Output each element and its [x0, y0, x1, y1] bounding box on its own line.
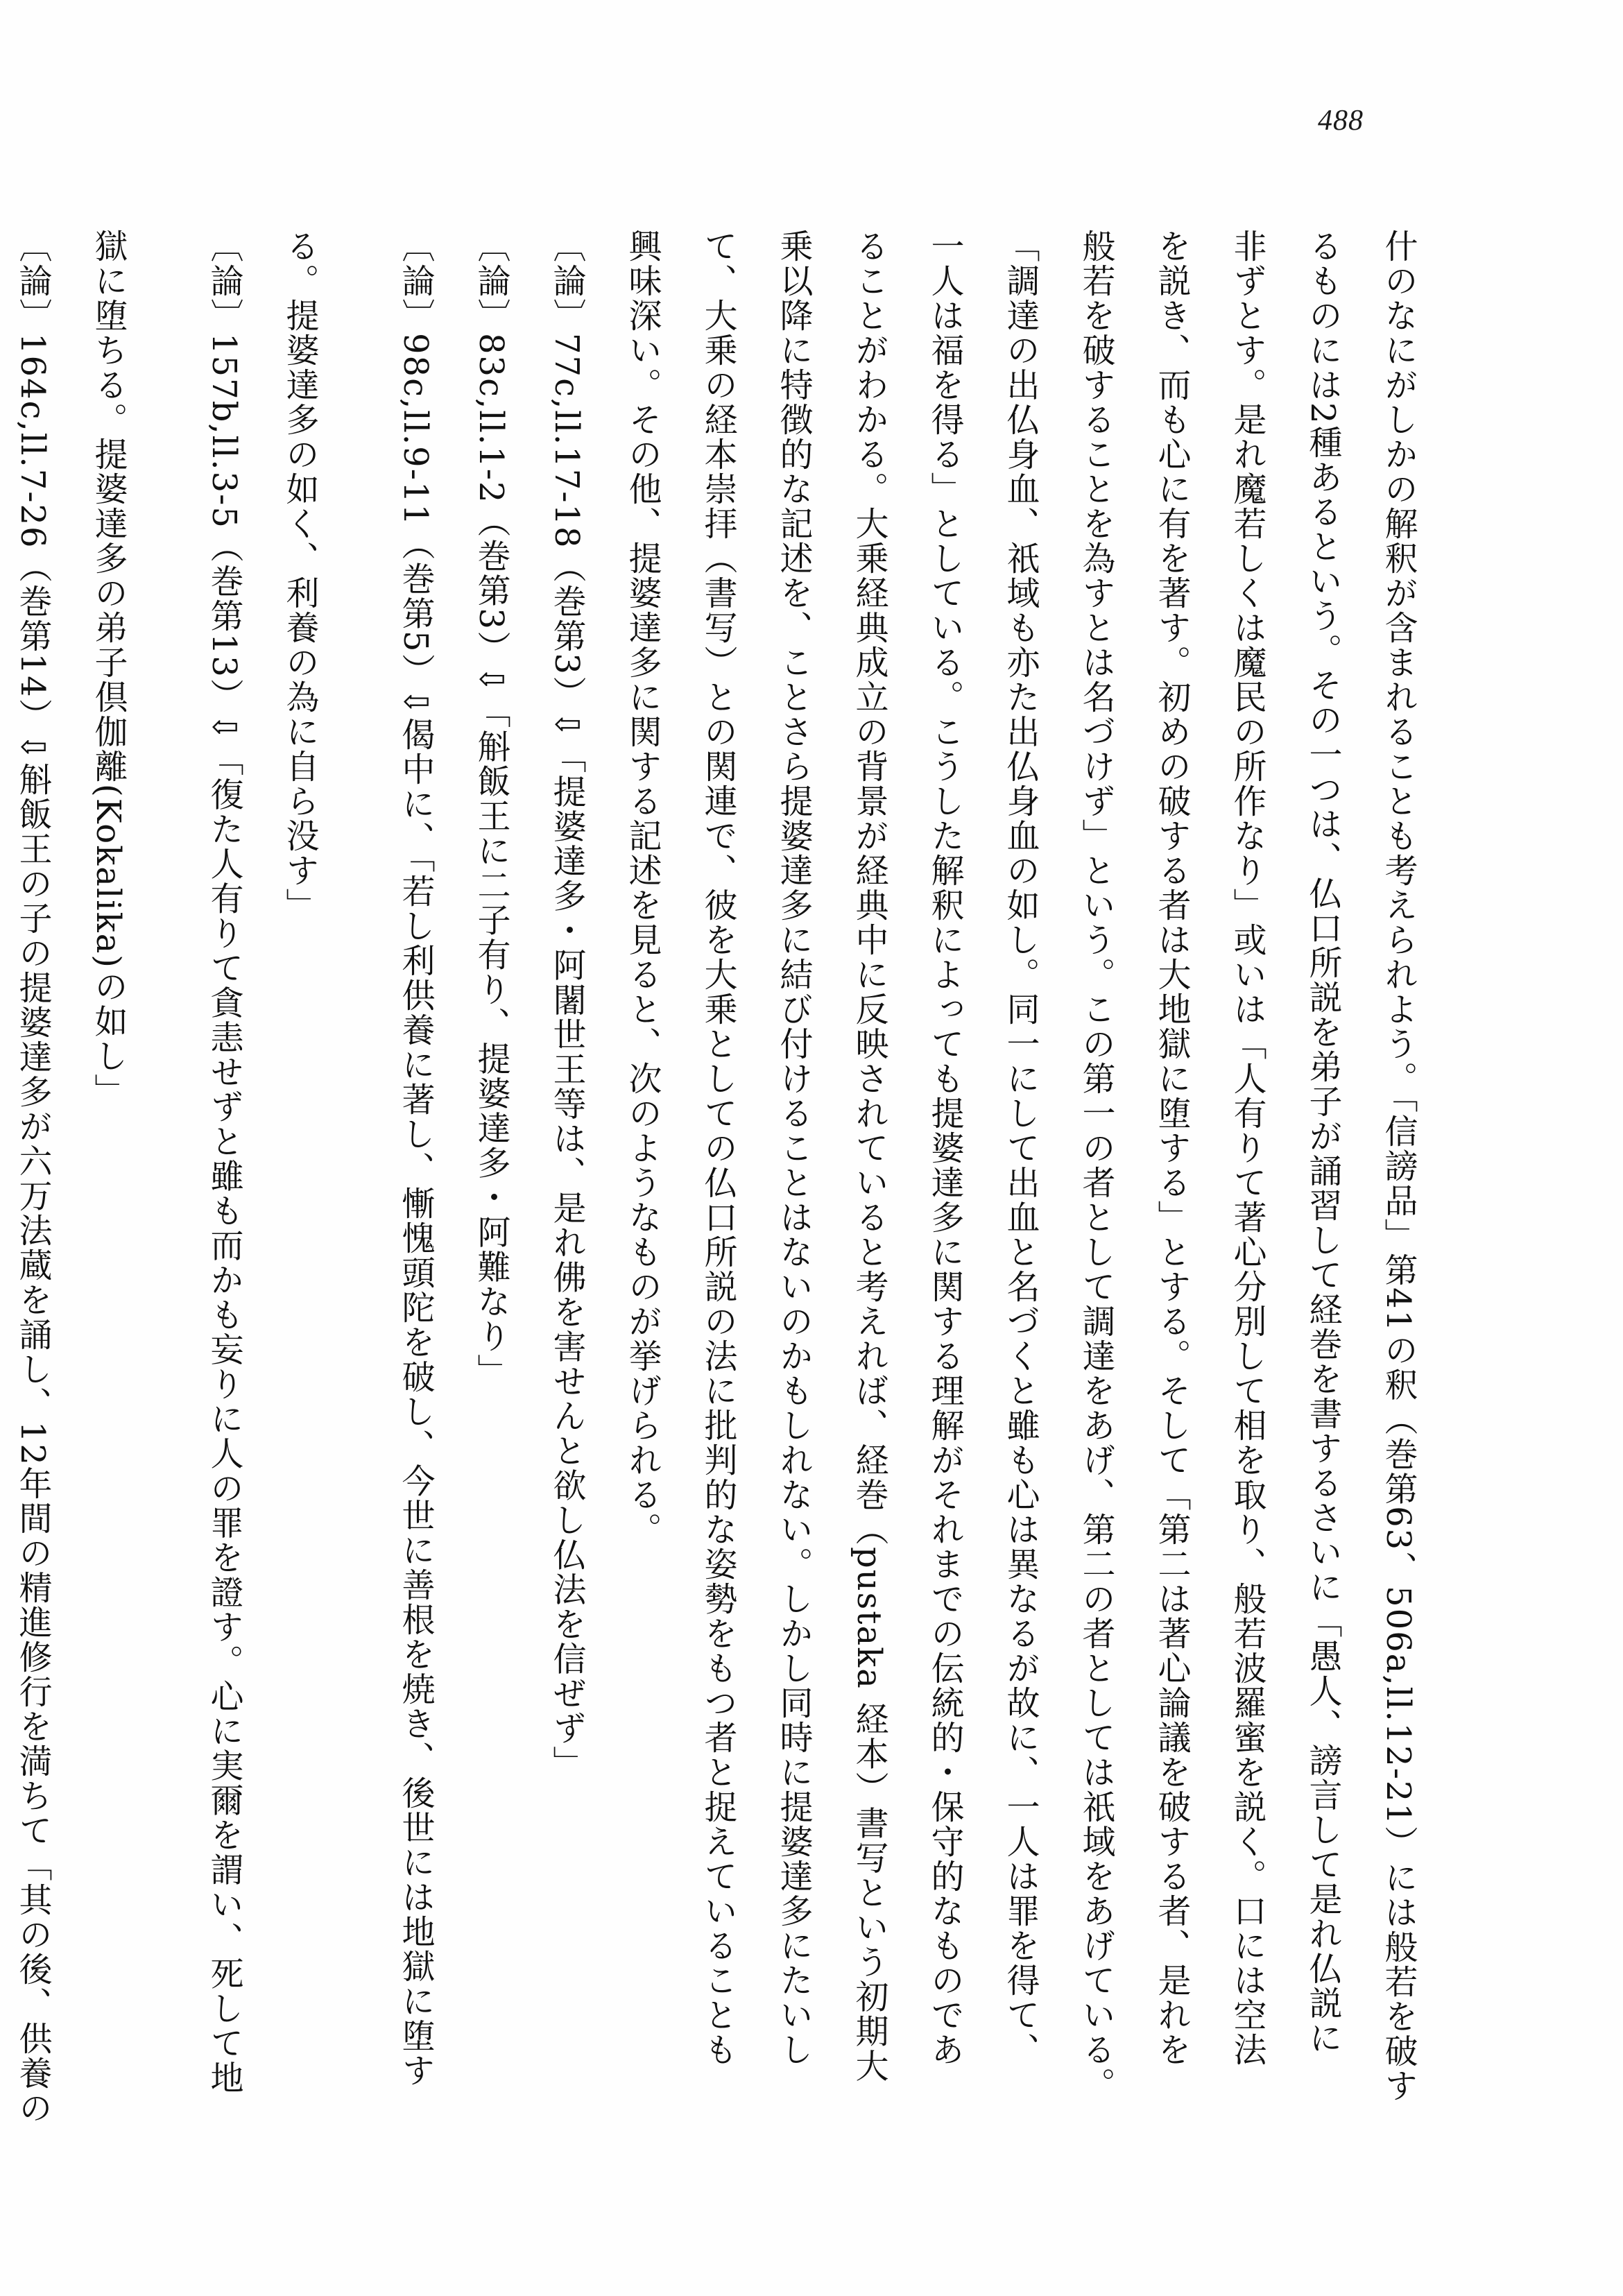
- text-line-6: 「調達の出仏身血、祇域も亦た出仏身血の如し。同一にして出血と名づくと雖も心は異なるが故に、一人は罪を得て、: [1001, 229, 1040, 2067]
- text-line-9: 乗以降に特徴的な記述を、ことさら提婆達多に結び付けることはないのかもしれない。しかし同時に提婆達多にたいし: [774, 229, 813, 2067]
- text-line-16: 〔論〕157b,ll.3-5（巻第13）⇩「復た人有りて貪恚せずと雖も而かも妄りに人の罪を證す。心に実爾を謂い、死して地: [205, 229, 243, 2096]
- page-number: 488: [1318, 105, 1364, 137]
- text-line-13: 〔論〕83c,ll.1-2（巻第3）⇩「斛飯王に二子有り、提婆達多・阿難なり」: [472, 229, 510, 1389]
- text-line-15: る。提婆達多の如く、利養の為に自ら没す」: [280, 229, 319, 923]
- text-line-18: 〔論〕164c,ll.7-26（巻第14）⇩斛飯王の子の提婆達多が六万法蔵を誦し、12年間の精進修行を満ちて「其の後、供養の: [13, 229, 52, 2125]
- text-line-1: 什のなにがしかの解釈が含まれることも考えられよう。「信謗品」第41の釈（巻第63、506a,ll.12-21）には般若を破す: [1379, 229, 1418, 2103]
- text-line-5: 般若を破することを為すとは名づけず」という。この第一の者として調達をあげ、第二の者としては祇域をあげている。: [1076, 229, 1115, 2102]
- text-line-10: て、大乗の経本崇拝（書写）との関連で、彼を大乗としての仏口所説の法に批判的な姿勢をもつ者と捉えていることも: [698, 229, 737, 2067]
- text-line-12: 〔論〕77c,ll.17-18（巻第3）⇩「提婆達多・阿闍世王等は、是れ佛を害せんと欲し仏法を信ぜず」: [547, 229, 586, 1781]
- vertical-text-body: [13, 229, 1436, 2192]
- text-line-17: 獄に堕ちる。提婆達多の弟子倶伽離(Kokalika)の如し」: [89, 229, 128, 1108]
- text-line-4: を説き、而も心に有を著す。初めの破する者は大地獄に堕する」とする。そして「第二は著心論議を破する者、是れを: [1152, 229, 1191, 2067]
- text-line-2: るものには2種あるという。その一つは、仏口所説を弟子が誦習して経巻を書するさいに「愚人、謗言して是れ仏説に: [1303, 229, 1342, 2055]
- text-line-3: 非ずとす。是れ魔若しくは魔民の所作なり」或いは「人有りて著心分別して相を取り、般若波羅蜜を説く。口には空法: [1228, 229, 1266, 2067]
- text-line-7: 一人は福を得る」としている。こうした解釈によっても提婆達多に関する理解がそれまでの伝統的・保守的なものであ: [925, 229, 964, 2067]
- text-line-8: ることがわかる。大乗経典成立の背景が経典中に反映されていると考えれば、経巻（pustaka 経本）書写という初期大: [850, 229, 888, 2084]
- text-line-11: 興味深い。その他、提婆達多に関する記述を見ると、次のようなものが挙げられる。: [623, 229, 662, 1547]
- text-line-14: 〔論〕98c,ll.9-11（巻第5）⇩偈中に、「若し利供養に著し、慚愧頭陀を破し、今世に善根を焼き、後世には地獄に堕す: [396, 229, 435, 2088]
